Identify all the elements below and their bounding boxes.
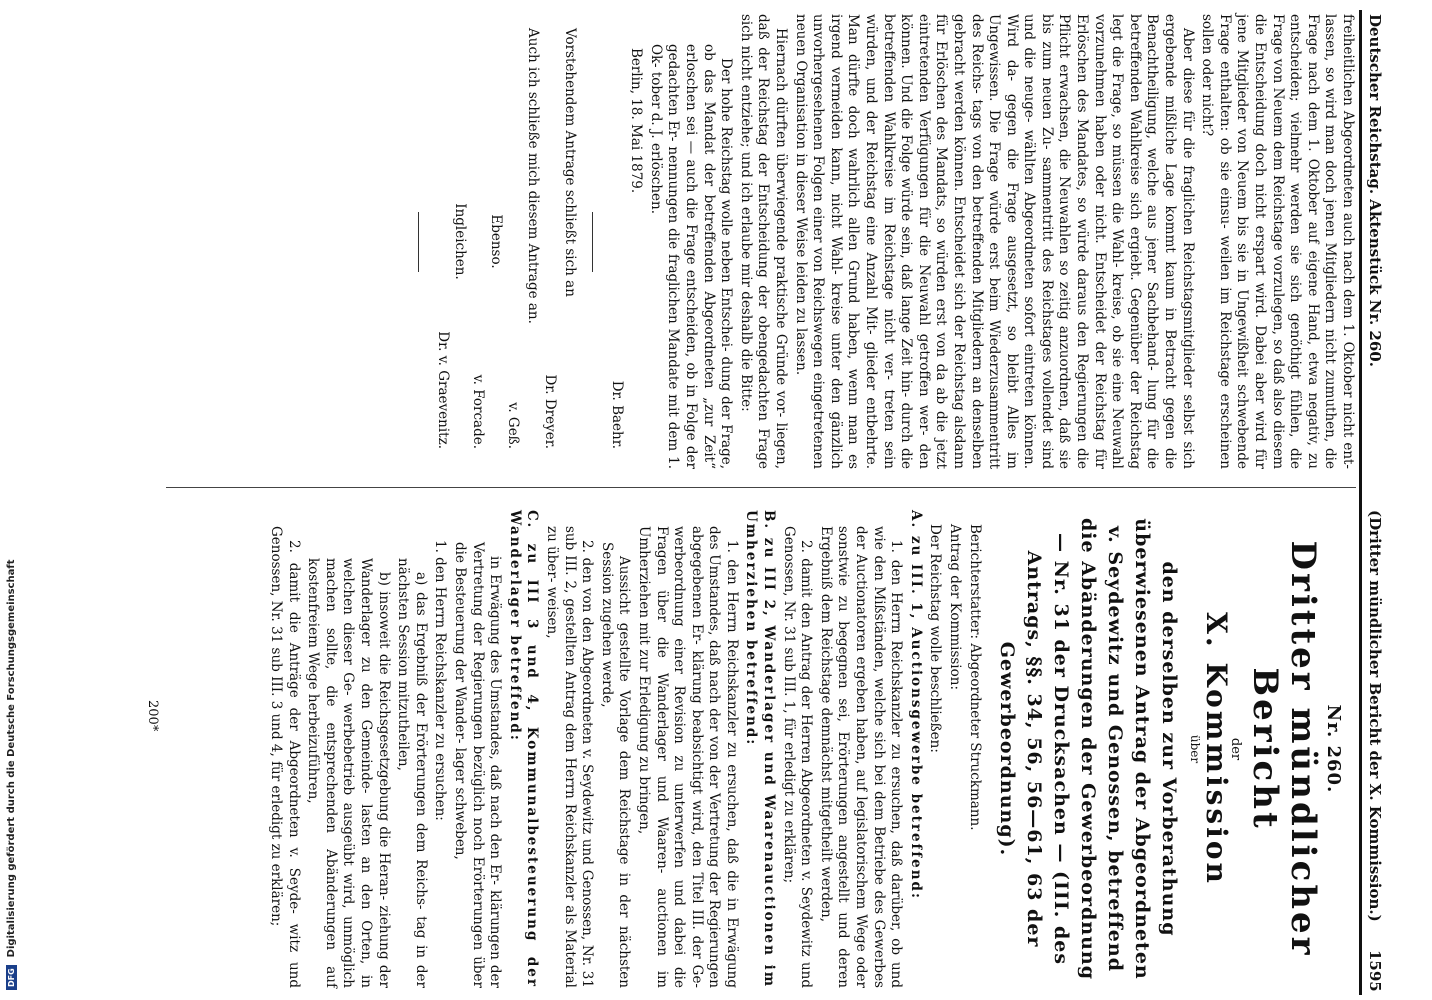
paragraph: Aber diese für die fraglichen Reichstagsmitglieder selbst sich ergebende mißliche Lage kommt kaum in Betracht gegen die Benachtheiligung, welche aus jener Sachbehand- lung für die betreffenden Wahlkreise sich ergiebt. Gegenüber der Reichstag legt die Frage, so müssen die Wahl- kreise, ob sie eine Neuwahl vorzunehmen haben oder nicht. Entscheidet der Reichstag für Erlöschen des Mandates, so würde daraus den Regierungen die Pflicht erwachsen, die Neuwahlen so zeitig anzuordnen, daß sie bis zum neuen Zu- sammentritt des Reichstages vollendet sind und die neuge- wählten Abgeordneten sofort eintreten können. Wird da- gegen die Frage ausgesetzt, so bleibt Alles im Ungewissen. Die Frage würde erst beim Wiederzusammentritt des Reichs- tags von den betreffenden Mitgliedern an denselben gebracht werden können. Entscheidet sich der Reichstag alsdann für Erlöschen des Mandats, so würden erst von da ab die jetzt eintretenden Verfügungen für die Neuwahl getroffen wer- den können. Und die Folge würde sein, daß lange Zeit hin- durch die betreffenden Wahlkreise im Reichstage nicht ver- treten sein würden, und der Reichstag eine Anzahl Mit- glieder entbehrte. Man dürfte doch wahrlich allen Grund haben, wenn man es irgend vermeiden kann, nicht Wahl- kreise unter den gänzlich unvorhergesehenen Folgen einer von Reichswegen eingetretenen neuen Organisation in dieser Weise leiden zu lassen. bbox=[792, 14, 1196, 469]
support-line: Ingleichen. bbox=[452, 203, 469, 280]
running-header-left: Deutscher Reichstag. Aktenstück Nr. 260. bbox=[1366, 14, 1384, 367]
rapporteur: Berichterstatter: Abgeordneter Struckmann. bbox=[966, 524, 983, 831]
left-column bbox=[404, 14, 1356, 469]
report-subject: den derselben zur Vorberathung überwiesenen Antrag der Abgeordneten v. Seydewitz und Genossen, betreffend die Abänderungen der Gewerbeordnung — Nr. 31 der Drucksachen — (III. des Antrags, §§. 34, 56, 56—61, 63 der Gewerbeordnung). bbox=[995, 517, 1180, 980]
document-number: Nr. 260. bbox=[1323, 704, 1344, 794]
resolution-item: in Erwägung des Umstandes, daß nach den Er- klärungen der Vertretung der Regierungen bezüglich noch Erörterungen über die Besteuerung der Wander- lager schweben, bbox=[452, 542, 504, 988]
resolution-item: 1. den Herrn Reichskanzler zu ersuchen: bbox=[432, 540, 449, 821]
resolution-item: 2. den von den Abgeordneten v. Seydewitz und Genossen, Nr. 31 sub III. 2, gestellten Antrag dem Herrn Reichskanzler als Material zu über- weisen, bbox=[543, 526, 596, 988]
header-rule bbox=[1359, 10, 1362, 995]
support-line: Ebenso. bbox=[487, 214, 504, 269]
section-heading: C. zu III 3 und 4, Kommunalbesteuerung der Wanderlager betreffend: bbox=[506, 510, 541, 988]
resolution-subitem: a) das Ergebniß der Erörterungen dem Reichs- tag in der nächsten Session mitzutheilen, bbox=[395, 558, 429, 988]
paragraph: freiheitlichen Abgeordneten auch nach dem 1. Oktober nicht ent- lassen, so wird man doch jenen Mitgliedern nicht zumuthen, die Frage nach dem 1. Oktober auf eigene Hand, etwa negativ, zu entscheiden; vielmehr werden sie sich genöthigt fühlen, die Frage von Neuem dem Reichstage vorzulegen, so daß also diesem die Entscheidung doch nicht erspart wird. Dabei aber wird für jene Mitglieder von Neuem bis sie in Ungewißheit schwebende Frage enthalten: ob sie einsu- weilen im Reichstage erscheinen sollen oder nicht? bbox=[1199, 14, 1356, 469]
page-number: 1595 bbox=[1366, 950, 1384, 992]
resolution-item: 1. den Herrn Reichskanzler zu ersuchen, daß die in Erwägung des Umstandes, daß nach der von der Vertretung der Regierungen abgegebenen Er- klärung beabsichtigt wird, den Titel III. der Ge- werbeordnung einer Revision zu unterwerfen und dabei die Fragen über die Wanderlager und Waaren- auctionen im Umherziehen mit zur Erledigung zu bringen, bbox=[635, 526, 740, 988]
title-connector: der bbox=[1228, 737, 1244, 761]
section-heading: A. zu III. 1, Auctionsgewerbe betreffend: bbox=[907, 510, 924, 900]
right-column bbox=[264, 510, 1356, 988]
sidebar-credit-text: Digitalisierung gefördert durch die Deutsche Forschungsgemeinschaft bbox=[5, 559, 17, 958]
signature-mark: 200* bbox=[145, 700, 160, 732]
signature: Dr. v. Graevenitz. bbox=[434, 331, 451, 449]
resolution-subitem: b) insoweit die Reichsgesetzgebung die Heran- ziehung der Wanderlager zu den Gemeinde- lasten an den Orten, in welchen dieser Ge- werbebetrieb ausgeübt wird, unmöglich machen sollte, die entsprechenden Abänderungen auf kostenfreiem Wege herbeizuführen, bbox=[305, 558, 392, 988]
resolution-item: 1. den Herrn Reichskanzler zu ersuchen, daß darüber, ob und wie den Mißständen, welche sich bei dem Betriebe des Gewerbes der Auctionatoren ergeben haben, auf legislatorischem Wege oder sonstwie zu begegnen sei, Erörterungen angestellt und deren Ergebniß dem Reichstage demnächst mitgetheilt werden, bbox=[817, 526, 905, 988]
signature: Dr. Dreyer. bbox=[542, 374, 559, 449]
resolution-intro: Der Reichstag wolle beschließen: bbox=[927, 524, 944, 753]
document-page bbox=[110, 0, 1400, 1000]
date-line: Berlin, 18. Mai 1879. bbox=[628, 48, 645, 194]
section-heading: B. zu III 2, Wanderlager und Waarenauctionen im Umherziehen betreffend: bbox=[743, 510, 778, 988]
digitization-sidebar bbox=[0, 0, 22, 1000]
motion-heading: Antrag der Kommission: bbox=[947, 524, 964, 690]
resolution-item: 2. damit die Anträge der Abgeordneten v. Seyde- witz und Genossen, Nr. 31 sub III. 3 und 4, für erledigt zu erklären; bbox=[268, 526, 302, 988]
title-connector: über bbox=[1188, 734, 1203, 764]
signature: Dr. Baehr. bbox=[608, 380, 625, 449]
divider bbox=[418, 212, 419, 272]
resolution-item: Aussicht gestellte Vorlage dem Reichstage in der nächsten Session zugehen werde, bbox=[598, 542, 633, 988]
resolution-item: 2. damit den Antrag der Herren Abgeordneten v. Seydewitz und Genossen, Nr. 31 sub III. 1, für erledigt zu erklären; bbox=[780, 526, 815, 988]
running-header-center: (Dritter mündlicher Bericht der X. Kommission.) bbox=[1366, 510, 1384, 922]
dfg-logo: DFG bbox=[6, 965, 17, 990]
column-divider bbox=[166, 487, 1356, 488]
signature: v. Forcade. bbox=[470, 374, 487, 449]
paragraph: Hiernach dürften überwiegende praktische Gründe vor- liegen, daß der Reichstag der Entscheidung der obengedachten Frage sich nicht entziehe; und ich erlaube mir deshalb die Bitte: bbox=[737, 14, 789, 469]
commission-title: X. Kommission bbox=[1199, 612, 1233, 886]
support-line: Vorstehendem Antrage schließt sich an bbox=[562, 28, 579, 297]
sidebar-credit bbox=[3, 0, 19, 990]
signature: v. Geß. bbox=[505, 402, 522, 449]
support-line: Auch ich schließe mich diesem Antrage an. bbox=[524, 28, 541, 324]
report-title: Dritter mündlicher Bericht bbox=[1245, 540, 1324, 958]
divider bbox=[592, 212, 593, 272]
motion-quote: Der hohe Reichstag wolle neben Entschei- dung der Frage, ob das Mandat der betreffenden Abgeordneten „zur Zeit“ erloschen sei — auch die Frage entscheiden, ob in Folge der gedachten Er- nennungen die fraglichen Mandate mit dem 1. Ok- tober d. J. erlöschen. bbox=[647, 44, 735, 469]
